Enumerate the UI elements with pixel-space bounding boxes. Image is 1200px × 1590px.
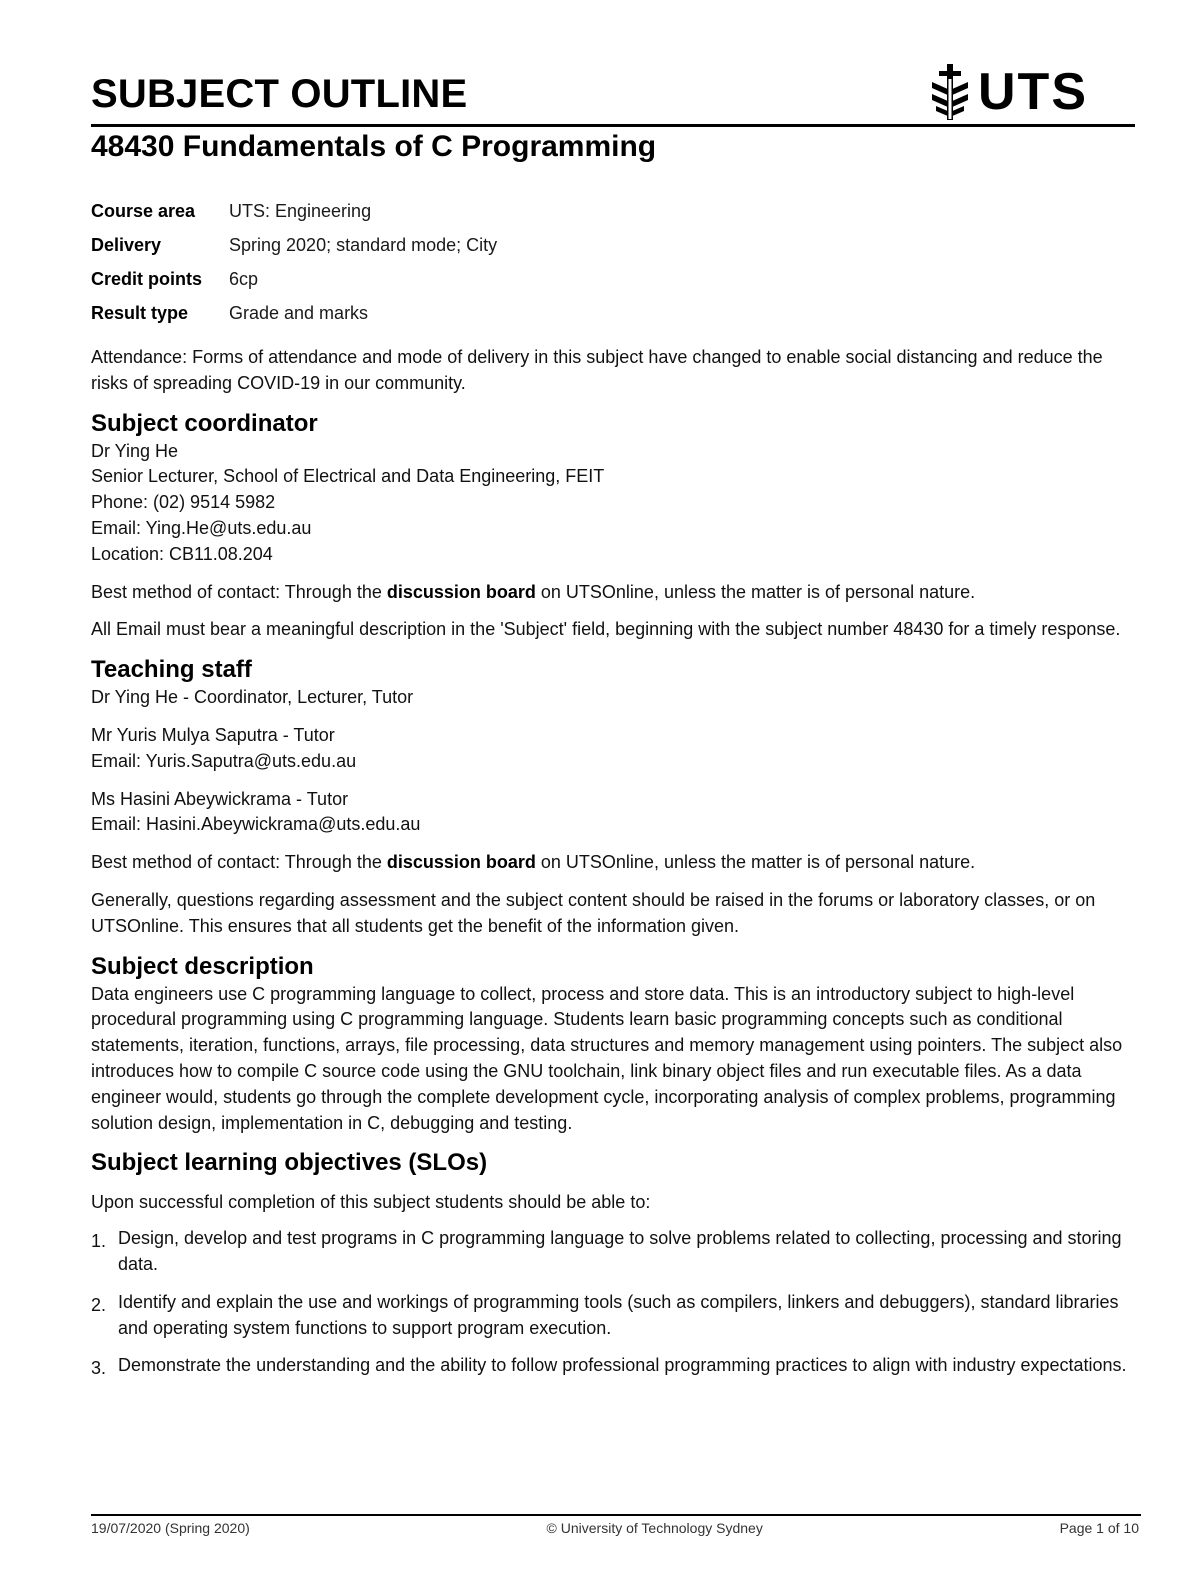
section-heading-teaching-staff: Teaching staff: [91, 656, 252, 684]
list-item: [91, 1353, 1141, 1382]
staff-entry: [91, 685, 1141, 711]
objective-text: Demonstrate the understanding and the ability to follow professional programming practices to align with industry expectations.: [118, 1355, 1127, 1376]
subject-description-text: Data engineers use C programming language to collect, process and store data. This is an introductory subject to high-level procedural programming using C programming language. Students learn basic programming concepts such as conditional statements, iteration, functions, arrays, file processing, data structures and memory management using pointers. The subject also introduces how to compile C source code using the GNU toolchain, link binary object files and run executable files. As a data engineer would, students go through the complete development cycle, incorporating analysis of complex problems, programming solution design, implementation in C, debugging and testing.: [91, 983, 1123, 1133]
info-row-course-area: [91, 194, 497, 228]
uts-logo-text: UTS: [978, 63, 1088, 121]
general-note: Generally, questions regarding assessment and the subject content should be raised in the forums or laboratory classes, or on UTSOnline. This ensures that all students get the benefit of the information given.: [91, 889, 1096, 936]
contact-text: on UTSOnline, unless the matter is of personal nature.: [535, 581, 976, 602]
info-label: Course area: [91, 201, 196, 221]
email-note: All Email must bear a meaningful description in the 'Subject' field, beginning with the subject number 48430 for a timely response.: [91, 619, 1121, 640]
coordinator-contact-method: [91, 580, 1141, 606]
coordinator-position: Senior Lecturer, School of Electrical and Data Engineering, FEIT: [91, 466, 605, 487]
list-item: [91, 1226, 1141, 1278]
staff-email: Email: Hasini.Abeywickrama@uts.edu.au: [91, 814, 421, 835]
staff-name: Mr Yuris Mulya Saputra - Tutor: [91, 724, 335, 745]
coordinator-details: [91, 439, 1141, 568]
staff-entry: [91, 787, 1141, 839]
subject-title: 48430 Fundamentals of C Programming: [91, 130, 657, 163]
footer-divider: [91, 1514, 1141, 1516]
coordinator-location: Location: CB11.08.204: [91, 543, 273, 564]
contact-emphasis: discussion board: [386, 852, 536, 873]
footer-date: 19/07/2020 (Spring 2020): [91, 1520, 250, 1536]
coordinator-phone: Phone: (02) 9514 5982: [91, 492, 276, 513]
section-heading-description: Subject description: [91, 952, 314, 980]
info-row-result-type: [91, 296, 497, 330]
page-footer: [91, 1520, 1139, 1536]
info-value: UTS: Engineering: [229, 201, 372, 221]
section-heading-coordinator: Subject coordinator: [91, 409, 318, 437]
info-label: Delivery: [91, 235, 162, 255]
staff-entry: [91, 723, 1141, 775]
objectives-intro: Upon successful completion of this subject students should be able to:: [91, 1192, 651, 1213]
staff-name: Dr Ying He - Coordinator, Lecturer, Tutor: [91, 687, 414, 708]
contact-text: on UTSOnline, unless the matter is of personal nature.: [535, 852, 976, 873]
uts-emblem-icon: [928, 64, 972, 120]
info-label: Credit points: [91, 269, 202, 289]
info-row-delivery: [91, 228, 497, 262]
attendance-note: Attendance: Forms of attendance and mode of delivery in this subject have changed to enable social distancing and reduce the risks of spreading COVID-19 in our community.: [91, 347, 1103, 393]
footer-page-number: Page 1 of 10: [1059, 1520, 1139, 1536]
contact-text: Best method of contact: Through the: [91, 852, 387, 873]
list-number: 3.: [91, 1358, 107, 1379]
list-item: [91, 1290, 1141, 1342]
uts-logo: [928, 64, 1098, 120]
objectives-list: [91, 1226, 1141, 1382]
document-title: SUBJECT OUTLINE: [91, 72, 468, 116]
info-value: Spring 2020; standard mode; City: [229, 235, 498, 255]
subject-info-table: [91, 194, 497, 330]
objective-text: Identify and explain the use and workings of programming tools (such as compilers, linkers and debuggers), standard libraries and operating system functions to support program execution.: [118, 1291, 1119, 1338]
coordinator-name: Dr Ying He: [91, 440, 179, 461]
footer-copyright: © University of Technology Sydney: [546, 1520, 763, 1536]
info-value: 6cp: [229, 269, 259, 289]
contact-text: Best method of contact: Through the: [91, 581, 387, 602]
objective-text: Design, develop and test programs in C programming language to solve problems related to collecting, processing and storing data.: [118, 1228, 1122, 1274]
staff-name: Ms Hasini Abeywickrama - Tutor: [91, 788, 349, 809]
list-number: 1.: [91, 1231, 107, 1252]
header-divider: [91, 124, 1135, 127]
outline-content: [91, 345, 1141, 1394]
coordinator-email: Email: Ying.He@uts.edu.au: [91, 517, 312, 538]
info-row-credit-points: [91, 262, 497, 296]
staff-email: Email: Yuris.Saputra@uts.edu.au: [91, 750, 357, 771]
section-heading-objectives: Subject learning objectives (SLOs): [91, 1149, 488, 1177]
list-number: 2.: [91, 1294, 107, 1315]
contact-emphasis: discussion board: [386, 581, 536, 602]
info-value: Grade and marks: [229, 303, 369, 323]
staff-contact-method: [91, 850, 1141, 876]
info-label: Result type: [91, 303, 189, 323]
